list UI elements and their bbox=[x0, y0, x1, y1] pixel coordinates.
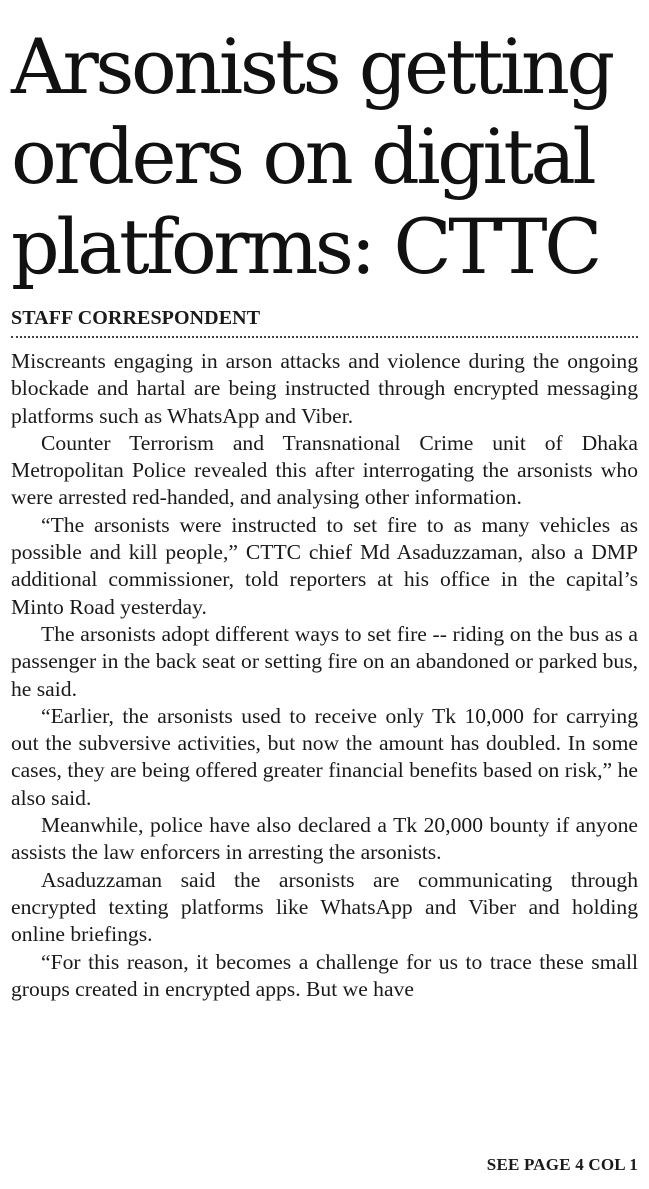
headline-line: Arsonists getting bbox=[11, 22, 612, 111]
paragraph: Meanwhile, police have also declared a Tk 20,000 bounty if anyone assists the law enforcers in arresting the arsonists. bbox=[11, 813, 638, 865]
paragraph: Miscreants engaging in arson attacks and violence during the ongoing blockade and hartal are being instructed through encrypted messaging platforms such as WhatsApp and Viber. bbox=[11, 349, 638, 428]
paragraph: Asaduzzaman said the arsonists are communicating through encrypted texting platforms like WhatsApp and Viber and holding online briefings. bbox=[11, 867, 638, 947]
headline-line: orders on digital bbox=[11, 112, 594, 201]
byline: STAFF CORRESPONDENT bbox=[11, 307, 261, 329]
paragraph: Counter Terrorism and Transnational Crime unit of Dhaka Metropolitan Police revealed this after interrogating the arsonists who were arrested red-handed, and analysing other information. bbox=[11, 430, 638, 510]
dotted-divider bbox=[11, 336, 638, 338]
news-article bbox=[11, 0, 638, 1189]
paragraph: “Earlier, the arsonists used to receive only Tk 10,000 for carrying out the subversive activities, but now the amount has doubled. In some cases, they are being offered greater financial benefits based on risk,” he also said. bbox=[11, 703, 638, 810]
paragraph: “The arsonists were instructed to set fire to as many vehicles as possible and kill people,” CTTC chief Md Asaduzzaman, also a DMP additional commissioner, told reporters at his office in the capital’s Minto Road yesterday. bbox=[11, 512, 638, 619]
headline-line: platforms: CTTC bbox=[11, 202, 599, 291]
paragraph: The arsonists adopt different ways to set fire -- riding on the bus as a passenger in the back seat or setting fire on an abandoned or parked bus, he said. bbox=[11, 621, 638, 701]
paragraph: “For this reason, it becomes a challenge for us to trace these small groups created in encrypted apps. But we have bbox=[11, 949, 638, 1001]
continuation-jump: SEE PAGE 4 COL 1 bbox=[486, 1155, 638, 1174]
article-body bbox=[11, 348, 638, 1003]
headline bbox=[11, 0, 638, 292]
